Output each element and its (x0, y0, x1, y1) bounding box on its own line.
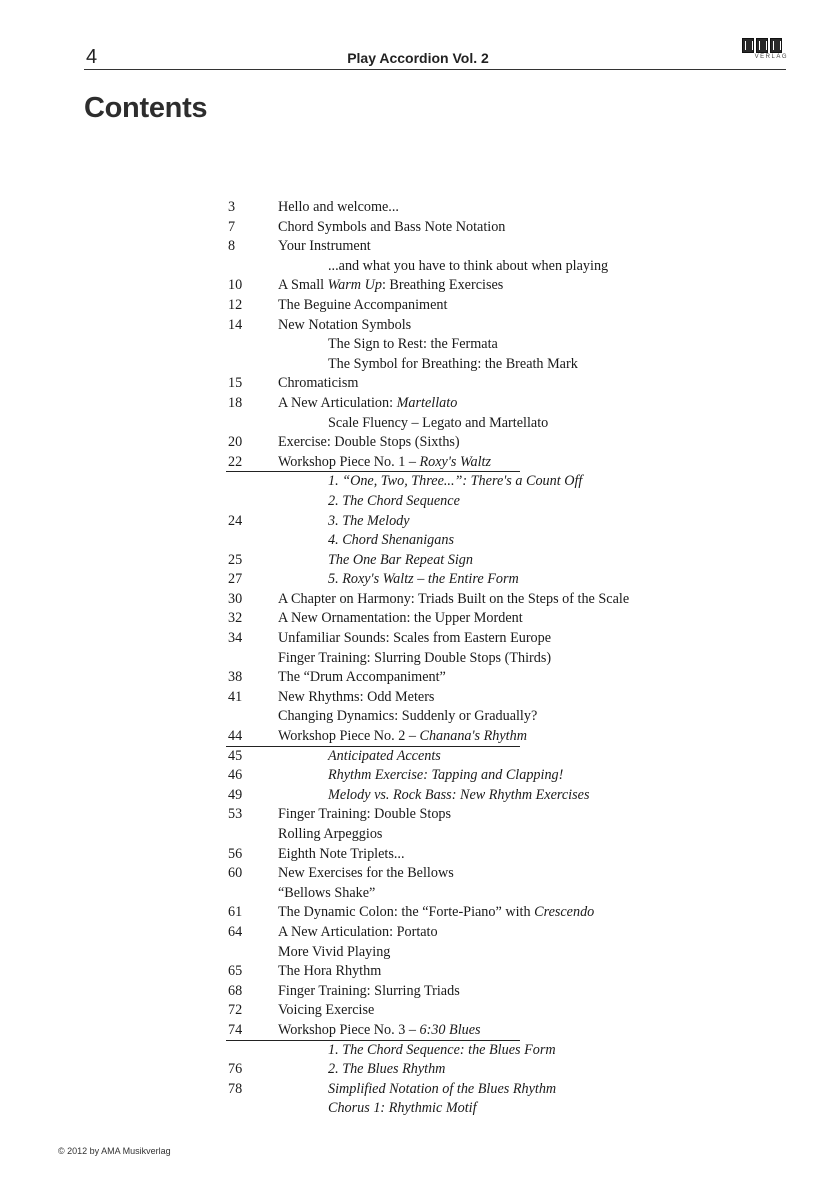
toc-entry (228, 629, 648, 649)
toc-page-number: 44 (228, 728, 243, 745)
toc-chapter-title: The Hora Rhythm (278, 963, 382, 980)
toc-page-number: 3 (228, 199, 236, 215)
toc-entry (228, 747, 648, 767)
toc-chapter-title: Chromaticism (278, 375, 359, 392)
toc-section-title: 5. Roxy's Waltz – the Entire Form (328, 571, 519, 588)
toc-page-number: 38 (228, 669, 243, 686)
page-number: 4 (86, 46, 98, 68)
toc-page-number: 68 (228, 982, 243, 999)
toc-page-number: 14 (228, 316, 243, 333)
toc-entry (228, 707, 648, 727)
toc-page-number: 7 (228, 218, 236, 235)
toc-page-number: 61 (228, 904, 243, 921)
toc-chapter-title: Hello and welcome... (278, 199, 399, 215)
toc-section-title: 3. The Melody (328, 512, 410, 529)
toc-chapter-title (278, 727, 527, 747)
toc-page-number: 46 (228, 767, 243, 784)
toc-section-title: The Sign to Rest: the Fermata (328, 336, 498, 353)
toc-page-number: 56 (228, 845, 243, 862)
toc-page-number: 72 (228, 1002, 243, 1019)
toc-entry (228, 374, 648, 394)
toc-entry (228, 923, 648, 943)
toc-chapter-title: The Beguine Accompaniment (278, 296, 448, 313)
toc-chapter-title: Your Instrument (278, 238, 371, 255)
toc-entry (228, 825, 648, 845)
toc-entry (228, 433, 648, 453)
toc-page-number: 76 (228, 1061, 243, 1078)
toc-chapter-title: Unfamiliar Sounds: Scales from Eastern Europe (278, 630, 552, 647)
toc-entry (228, 492, 648, 512)
toc-entry (228, 805, 648, 825)
toc-chapter-title: Finger Training: Slurring Triads (278, 982, 460, 999)
toc-page-number: 12 (228, 296, 243, 313)
toc-section-title: 1. The Chord Sequence: the Blues Form (328, 1041, 556, 1058)
page-heading: Contents (84, 92, 208, 124)
publisher-logo-boxes (742, 38, 788, 53)
toc-entry (228, 1021, 648, 1041)
toc-section-title: 2. The Chord Sequence (328, 492, 460, 509)
toc-title-part: : Breathing Exercises (381, 277, 504, 294)
toc-page-number: 32 (228, 610, 243, 627)
toc-entry (228, 335, 648, 355)
toc-title-italic-part: Crescendo (534, 904, 595, 921)
toc-entry (228, 472, 648, 492)
toc-chapter-title: A New Articulation: Portato (278, 923, 438, 940)
toc-page-number: 65 (228, 963, 243, 980)
toc-page-number: 74 (228, 1021, 243, 1038)
logo-letter-a (742, 38, 754, 53)
toc-chapter-title: New Notation Symbols (278, 316, 412, 333)
toc-entry (228, 962, 648, 982)
toc-entry (228, 590, 648, 610)
toc-entry (228, 766, 648, 786)
toc-chapter-title: “Bellows Shake” (278, 884, 376, 901)
toc-page-number: 15 (228, 375, 243, 392)
toc-section-title: Melody vs. Rock Bass: New Rhythm Exercises (328, 786, 590, 803)
toc-section-title: Anticipated Accents (328, 747, 441, 764)
toc-chapter-title: More Vivid Playing (278, 943, 391, 960)
toc-section-title: Chorus 1: Rhythmic Motif (328, 1100, 477, 1117)
toc-chapter-title: Chord Symbols and Bass Note Notation (278, 218, 506, 235)
toc-chapter-title (278, 1021, 481, 1041)
toc-page-number: 27 (228, 571, 243, 588)
toc-entry (228, 394, 648, 414)
toc-entry (228, 570, 648, 590)
copyright-footer: © 2012 by AMA Musikverlag (58, 1146, 171, 1156)
toc-section-title: ...and what you have to think about when playing (328, 257, 609, 274)
toc-page-number: 45 (228, 747, 243, 764)
logo-letter-m (756, 38, 768, 53)
toc-chapter-title (278, 453, 491, 473)
toc-chapter-title (278, 276, 503, 296)
toc-page-number: 53 (228, 806, 243, 823)
logo-text: VERLAG (754, 54, 788, 60)
toc-chapter-title: Exercise: Double Stops (Sixths) (278, 434, 460, 451)
toc-entry (228, 218, 648, 238)
toc-entry (228, 903, 648, 923)
toc-entry (228, 276, 648, 296)
toc-entry (228, 649, 648, 669)
toc-page-number: 78 (228, 1080, 243, 1097)
toc-section-title: 4. Chord Shenanigans (328, 532, 454, 549)
toc-chapter-title: New Exercises for the Bellows (278, 865, 454, 882)
toc-page-number: 8 (228, 238, 236, 255)
toc-entry (228, 1041, 648, 1061)
toc-entry (228, 982, 648, 1002)
toc-chapter-title: Voicing Exercise (278, 1002, 375, 1019)
toc-page-number: 25 (228, 551, 243, 568)
toc-entry (228, 668, 648, 688)
toc-entry (228, 551, 648, 571)
toc-entry (228, 845, 648, 865)
toc-title-italic-part: Warm Up (327, 277, 382, 294)
toc-page-number: 64 (228, 923, 243, 940)
toc-entry (228, 355, 648, 375)
toc-entry (228, 943, 648, 963)
toc-title-part: Workshop Piece No. 2 – (278, 728, 420, 745)
toc-title-part: Workshop Piece No. 3 – (278, 1021, 420, 1038)
toc-entry (228, 316, 648, 336)
toc-title-italic-part: 6:30 Blues (419, 1021, 481, 1038)
table-of-contents (228, 198, 648, 1119)
toc-entry (228, 1099, 648, 1119)
toc-chapter-title: Eighth Note Triplets... (278, 845, 405, 862)
toc-entry (228, 727, 648, 747)
toc-section-title: Scale Fluency – Legato and Martellato (328, 414, 549, 431)
toc-title-part: Workshop Piece No. 1 – (278, 453, 420, 470)
toc-page-number: 18 (228, 394, 243, 411)
toc-entry (228, 1001, 648, 1021)
publisher-logo (742, 38, 788, 66)
toc-page-number: 10 (228, 277, 243, 294)
toc-entry (228, 414, 648, 434)
toc-section-title: The One Bar Repeat Sign (328, 551, 473, 568)
toc-section-title: The Symbol for Breathing: the Breath Mark (328, 355, 578, 372)
toc-entry (228, 688, 648, 708)
toc-entry (228, 609, 648, 629)
toc-title-italic-part: Roxy's Waltz (419, 453, 491, 470)
toc-title-italic-part: Chanana's Rhythm (419, 728, 527, 745)
toc-title-italic-part: Martellato (396, 394, 458, 411)
toc-section-title: Simplified Notation of the Blues Rhythm (328, 1080, 557, 1097)
toc-page-number: 60 (228, 865, 243, 882)
toc-page-number: 49 (228, 786, 243, 803)
toc-chapter-title: Rolling Arpeggios (278, 826, 383, 842)
toc-entry (228, 1080, 648, 1100)
toc-chapter-title: A Chapter on Harmony: Triads Built on the Steps of the Scale (278, 590, 630, 607)
toc-page-number: 41 (228, 688, 243, 705)
toc-chapter-title (278, 394, 457, 414)
toc-chapter-title (278, 903, 594, 923)
toc-section-title: Rhythm Exercise: Tapping and Clapping! (328, 767, 564, 784)
toc-entry (228, 531, 648, 551)
toc-page-number: 34 (228, 630, 243, 647)
toc-chapter-title: Finger Training: Double Stops (278, 806, 452, 823)
toc-entry (228, 257, 648, 277)
toc-title-part: A New Articulation: (278, 394, 397, 411)
toc-chapter-title: The “Drum Accompaniment” (278, 669, 446, 686)
header-rule (84, 69, 786, 70)
toc-title-part: The Dynamic Colon: the “Forte-Piano” with (278, 904, 535, 921)
toc-entry (228, 1060, 648, 1080)
toc-entry (228, 884, 648, 904)
toc-section-title: 1. “One, Two, Three...”: There's a Count Off (328, 473, 583, 490)
toc-chapter-title: A New Ornamentation: the Upper Mordent (278, 610, 523, 627)
logo-letter-a-2 (770, 38, 782, 53)
toc-entry (228, 198, 648, 218)
toc-page-number: 22 (228, 453, 243, 470)
toc-page-number: 30 (228, 590, 243, 607)
toc-entry (228, 237, 648, 257)
toc-entry (228, 453, 648, 473)
toc-page-number: 20 (228, 434, 243, 451)
toc-entry (228, 296, 648, 316)
toc-section-title: 2. The Blues Rhythm (328, 1061, 446, 1078)
toc-chapter-title: New Rhythms: Odd Meters (278, 688, 435, 705)
toc-title-part: A Small (278, 277, 328, 294)
toc-entry (228, 864, 648, 884)
toc-chapter-title: Finger Training: Slurring Double Stops (Thirds) (278, 649, 552, 666)
toc-chapter-title: Changing Dynamics: Suddenly or Gradually? (278, 708, 538, 725)
running-title: Play Accordion Vol. 2 (347, 50, 489, 66)
toc-page-number: 24 (228, 512, 243, 529)
toc-entry (228, 786, 648, 806)
toc-entry (228, 512, 648, 532)
